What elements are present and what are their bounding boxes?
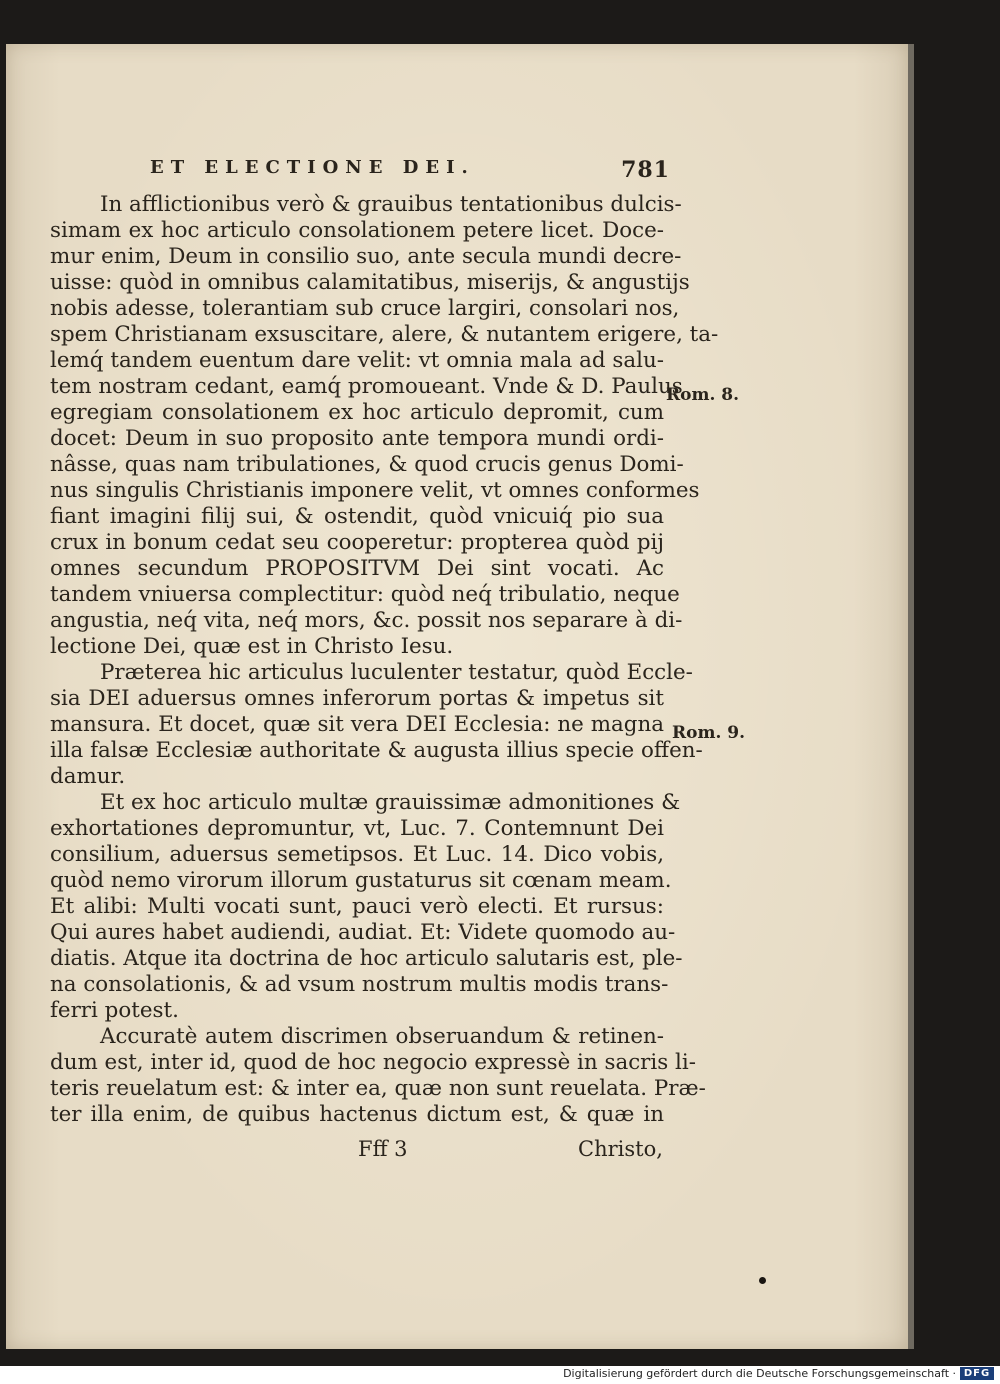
running-title: ET ELECTIONE DEI. [150, 157, 475, 178]
text-line: uisse: quòd in omnibus calamitatibus, miserijs, & angustijs [50, 270, 690, 295]
text-line: teris reuelatum est: & inter ea, quæ non sunt reuelata. Præ- [50, 1076, 706, 1101]
text-line: na consolationis, & ad vsum nostrum multis modis trans- [50, 972, 669, 997]
text-line: spem Christianam exsuscitare, alere, & nutantem erigere, ta- [50, 322, 719, 347]
ink-speck [759, 1277, 766, 1284]
text-line: illa falsæ Ecclesiæ authoritate & augusta illius specie offen- [50, 738, 703, 763]
margin-note-rom9: Rom. 9. [672, 723, 746, 743]
page-number: 781 [621, 157, 670, 183]
text-line: angustia, neq́ vita, neq́ mors, &c. possit nos separare à di- [50, 608, 683, 633]
text-line: exhortationes depromuntur, vt, Luc. 7. Contemnunt Dei [50, 816, 664, 841]
text-line: diatis. Atque ita doctrina de hoc articulo salutaris est, ple- [50, 946, 683, 971]
text-line: nobis adesse, tolerantiam sub cruce largiri, consolari nos, [50, 296, 680, 321]
text-line: ferri potest. [50, 998, 179, 1023]
signature-mark: Fff 3 [358, 1137, 408, 1161]
text-line: Et ex hoc articulo multæ grauissimæ admonitiones & [100, 790, 681, 815]
text-line: tem nostram cedant, eamq́ promoueant. Vnde & D. Paulus [50, 374, 683, 399]
text-line: mur enim, Deum in consilio suo, ante secula mundi decre- [50, 244, 682, 269]
text-line: lectione Dei, quæ est in Christo Iesu. [50, 634, 454, 659]
text-line: dum est, inter id, quod de hoc negocio expressè in sacris li- [50, 1050, 696, 1075]
dfg-logo: DFG [960, 1367, 994, 1380]
text-line: Præterea hic articulus luculenter testatur, quòd Eccle- [100, 660, 693, 685]
text-line: egregiam consolationem ex hoc articulo depromit, cum [50, 400, 664, 425]
text-line: consilium, aduersus semetipsos. Et Luc. 14. Dico vobis, [50, 842, 664, 867]
margin-note-rom8: Rom. 8. [666, 385, 740, 405]
text-line: nâsse, quas nam tribulationes, & quod crucis genus Domi- [50, 452, 684, 477]
text-line: quòd nemo virorum illorum gustaturus sit cœnam meam. [50, 868, 672, 893]
funding-credit: Digitalisierung gefördert durch die Deutsche Forschungsgemeinschaft · [563, 1367, 956, 1380]
text-line: omnes secundum PROPOSITVM Dei sint vocati. Ac [50, 556, 664, 581]
text-line: Qui aures habet audiendi, audiat. Et: Videte quomodo au- [50, 920, 676, 945]
page-edge [908, 44, 914, 1349]
text-line: fiant imagini filij sui, & ostendit, quòd vnicuiq́ pio sua [50, 504, 664, 529]
text-line: nus singulis Christianis imponere velit, vt omnes conformes [50, 478, 700, 503]
text-line: sia DEI aduersus omnes inferorum portas & impetus sit [50, 686, 664, 711]
text-line: In afflictionibus verò & grauibus tentationibus dulcis- [100, 192, 682, 217]
text-line: Accuratè autem discrimen obseruandum & retinen- [100, 1024, 664, 1049]
running-header [150, 157, 670, 183]
text-line: crux in bonum cedat seu cooperetur: propterea quòd pij [50, 530, 664, 555]
text-line: simam ex hoc articulo consolationem petere licet. Doce- [50, 218, 664, 243]
text-line: damur. [50, 764, 126, 789]
text-line: Et alibi: Multi vocati sunt, pauci verò electi. Et rursus: [50, 894, 664, 919]
text-line: lemq́ tandem euentum dare velit: vt omnia mala ad salu- [50, 348, 664, 373]
catchword: Christo, [578, 1137, 663, 1161]
text-line: docet: Deum in suo proposito ante tempora mundi ordi- [50, 426, 664, 451]
text-line: mansura. Et docet, quæ sit vera DEI Ecclesia: ne magna [50, 712, 664, 737]
text-line: tandem vniuersa complectitur: quòd neq́ tribulatio, neque [50, 582, 680, 607]
text-line: ter illa enim, de quibus hactenus dictum est, & quæ in [50, 1102, 664, 1127]
